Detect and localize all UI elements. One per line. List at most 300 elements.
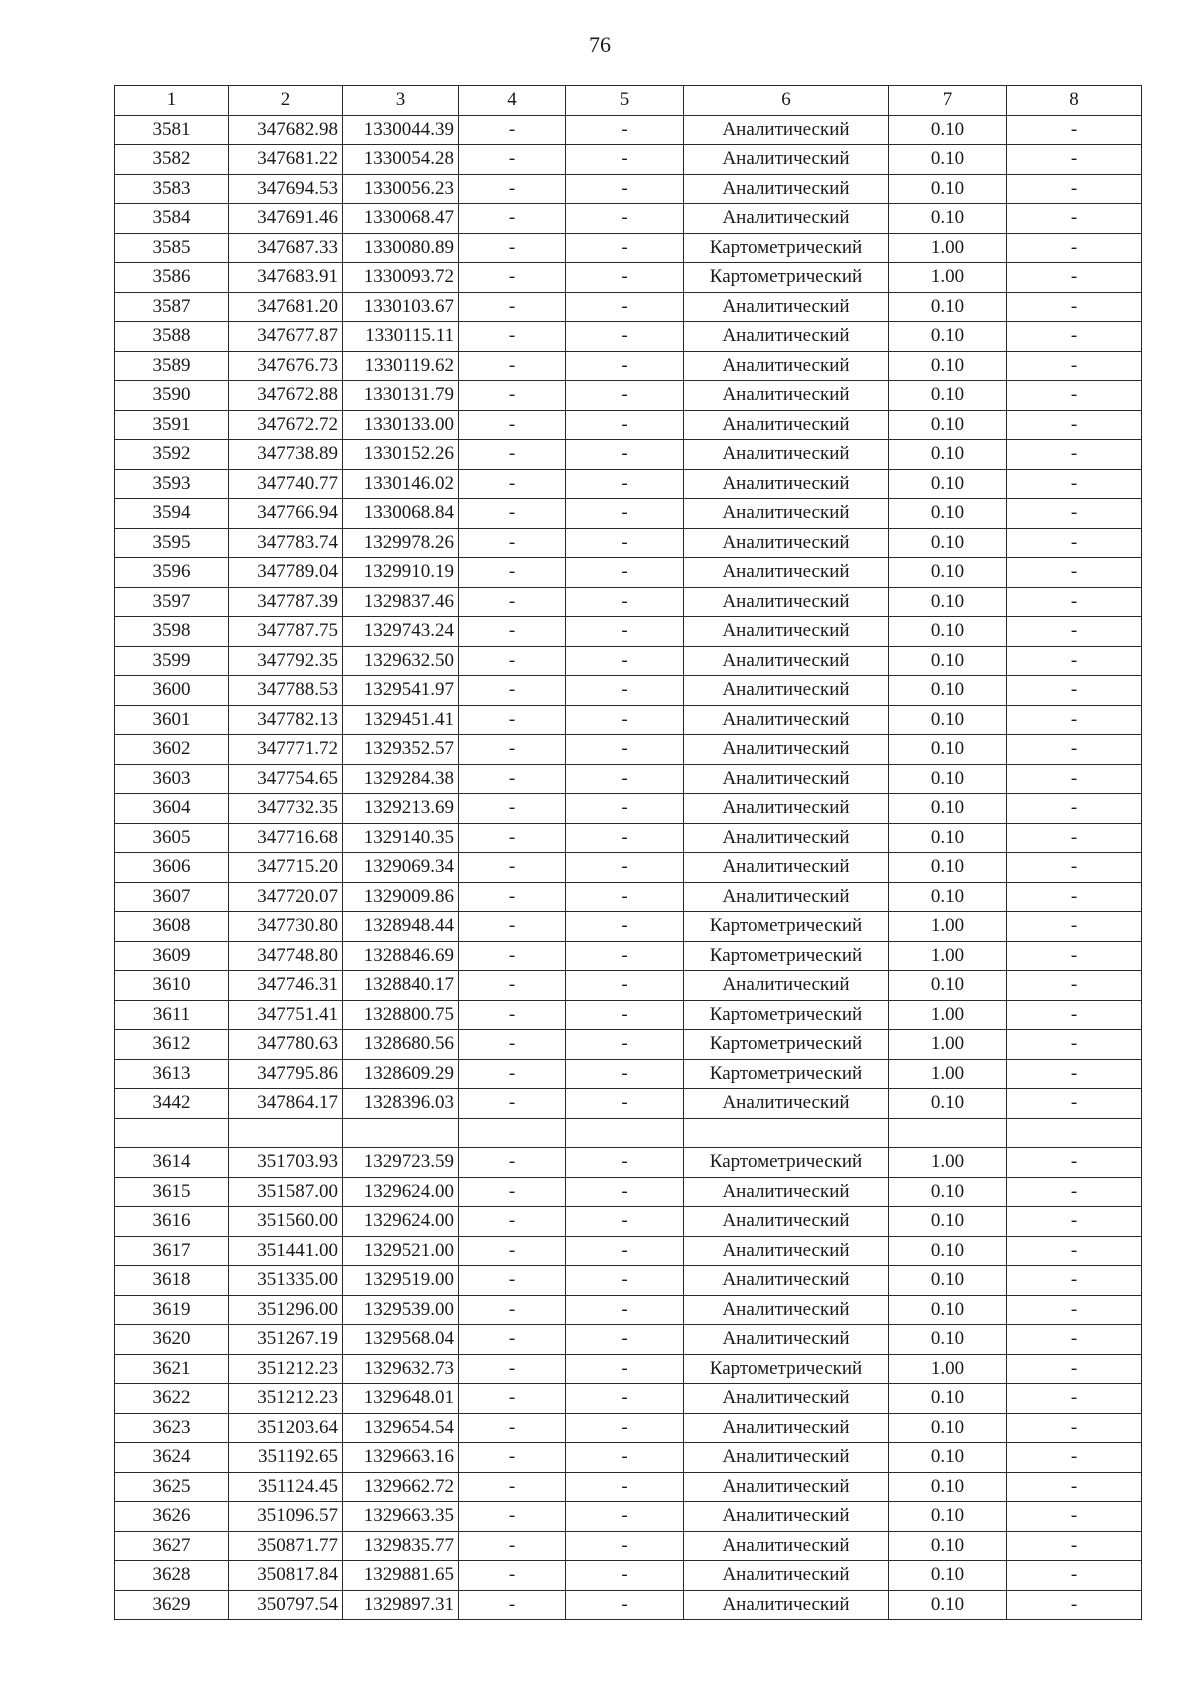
table-cell-col-5: - <box>566 1561 684 1591</box>
table-cell-col-6: Аналитический <box>684 882 889 912</box>
table-cell-col-8: - <box>1007 1177 1142 1207</box>
table-cell-col-8: - <box>1007 1531 1142 1561</box>
table-cell-col-2: 351296.00 <box>229 1295 343 1325</box>
table-cell-col-1: 3591 <box>115 410 229 440</box>
table-cell-col-4: - <box>459 1148 566 1178</box>
table-cell-col-3: 1329743.24 <box>343 617 459 647</box>
table-cell-col-1: 3582 <box>115 145 229 175</box>
table-cell-col-8: - <box>1007 410 1142 440</box>
table-cell-col-8: - <box>1007 646 1142 676</box>
table-cell-col-6: Аналитический <box>684 1089 889 1119</box>
table-cell-col-5: - <box>566 1236 684 1266</box>
table-cell-col-1: 3597 <box>115 587 229 617</box>
table-cell-col-2: 347780.63 <box>229 1030 343 1060</box>
table-cell-col-6: Картометрический <box>684 912 889 942</box>
table-cell-col-1: 3601 <box>115 705 229 735</box>
table-row <box>115 1295 1142 1325</box>
table-cell-col-4: - <box>459 764 566 794</box>
table-cell-col-3 <box>343 1118 459 1148</box>
table-cell-col-7: 0.10 <box>889 735 1007 765</box>
table-row <box>115 1472 1142 1502</box>
table-cell-col-1: 3628 <box>115 1561 229 1591</box>
table-row <box>115 1354 1142 1384</box>
table-cell-col-4: - <box>459 292 566 322</box>
table-cell-col-2: 347730.80 <box>229 912 343 942</box>
table-cell-col-3: 1328840.17 <box>343 971 459 1001</box>
table-cell-col-8 <box>1007 1118 1142 1148</box>
table-cell-col-1: 3594 <box>115 499 229 529</box>
table-cell-col-6: Аналитический <box>684 115 889 145</box>
table-cell-col-5: - <box>566 381 684 411</box>
table-cell-col-5: - <box>566 263 684 293</box>
column-header-4: 4 <box>459 86 566 116</box>
table-cell-col-4: - <box>459 233 566 263</box>
table-cell-col-3: 1330119.62 <box>343 351 459 381</box>
table-cell-col-5: - <box>566 1089 684 1119</box>
table-cell-col-6: Аналитический <box>684 204 889 234</box>
table-cell-col-8: - <box>1007 115 1142 145</box>
table-cell-col-3: 1328609.29 <box>343 1059 459 1089</box>
table-cell-col-7: 0.10 <box>889 440 1007 470</box>
table-cell-col-6: Картометрический <box>684 263 889 293</box>
table-row <box>115 322 1142 352</box>
table-row <box>115 1590 1142 1620</box>
table-cell-col-5: - <box>566 1413 684 1443</box>
table-cell-col-6: Аналитический <box>684 351 889 381</box>
table-cell-col-5: - <box>566 1502 684 1532</box>
table-cell-col-7: 1.00 <box>889 1148 1007 1178</box>
table-cell-col-2: 347716.68 <box>229 823 343 853</box>
table-cell-col-3: 1330103.67 <box>343 292 459 322</box>
table-cell-col-1: 3607 <box>115 882 229 912</box>
table-cell-col-4: - <box>459 558 566 588</box>
table-row <box>115 1236 1142 1266</box>
table-cell-col-7: 0.10 <box>889 1413 1007 1443</box>
table-cell-col-1: 3617 <box>115 1236 229 1266</box>
table-cell-col-2: 347681.20 <box>229 292 343 322</box>
table-cell-col-4: - <box>459 1236 566 1266</box>
table-cell-col-6: Картометрический <box>684 941 889 971</box>
table-cell-col-3: 1328396.03 <box>343 1089 459 1119</box>
table-cell-col-8: - <box>1007 1059 1142 1089</box>
table-cell-col-4: - <box>459 204 566 234</box>
table-cell-col-1: 3621 <box>115 1354 229 1384</box>
table-cell-col-8: - <box>1007 263 1142 293</box>
page-number: 76 <box>589 32 611 57</box>
table-cell-col-3: 1329978.26 <box>343 528 459 558</box>
table-cell-col-4: - <box>459 410 566 440</box>
table-row <box>115 1384 1142 1414</box>
table-row <box>115 1413 1142 1443</box>
table-cell-col-2: 347754.65 <box>229 764 343 794</box>
table-cell-col-6: Аналитический <box>684 1236 889 1266</box>
table-cell-col-7: 1.00 <box>889 1354 1007 1384</box>
table-row <box>115 204 1142 234</box>
table-cell-col-1: 3627 <box>115 1531 229 1561</box>
table-cell-col-2: 351267.19 <box>229 1325 343 1355</box>
table-cell-col-6: Аналитический <box>684 1531 889 1561</box>
table-cell-col-1: 3590 <box>115 381 229 411</box>
table-cell-col-1: 3608 <box>115 912 229 942</box>
table-cell-col-8: - <box>1007 587 1142 617</box>
table-cell-col-6: Аналитический <box>684 174 889 204</box>
table-cell-col-2: 347694.53 <box>229 174 343 204</box>
table-cell-col-3: 1329654.54 <box>343 1413 459 1443</box>
table-cell-col-6: Аналитический <box>684 1266 889 1296</box>
table-cell-col-8: - <box>1007 528 1142 558</box>
table-cell-col-2: 347787.75 <box>229 617 343 647</box>
table-cell-col-4: - <box>459 1295 566 1325</box>
table-cell-col-2: 347788.53 <box>229 676 343 706</box>
table-cell-col-2: 347683.91 <box>229 263 343 293</box>
table-cell-col-4: - <box>459 1354 566 1384</box>
table-cell-col-5: - <box>566 351 684 381</box>
table-cell-col-2: 351560.00 <box>229 1207 343 1237</box>
table-cell-col-7: 0.10 <box>889 381 1007 411</box>
table-cell-col-7: 1.00 <box>889 1000 1007 1030</box>
table-row <box>115 351 1142 381</box>
table-cell-col-4: - <box>459 1561 566 1591</box>
table-cell-col-3: 1329539.00 <box>343 1295 459 1325</box>
table-cell-col-8: - <box>1007 1561 1142 1591</box>
table-cell-col-5: - <box>566 1059 684 1089</box>
table-cell-col-8: - <box>1007 174 1142 204</box>
table-cell-col-3: 1329648.01 <box>343 1384 459 1414</box>
table-cell-col-8: - <box>1007 617 1142 647</box>
table-cell-col-7: 0.10 <box>889 1502 1007 1532</box>
table-row <box>115 1502 1142 1532</box>
table-cell-col-8: - <box>1007 145 1142 175</box>
table-cell-col-2: 351203.64 <box>229 1413 343 1443</box>
table-cell-col-7: 0.10 <box>889 1443 1007 1473</box>
table-cell-col-8: - <box>1007 794 1142 824</box>
table-cell-col-4: - <box>459 145 566 175</box>
table-cell-col-1: 3602 <box>115 735 229 765</box>
table-cell-col-7: 0.10 <box>889 410 1007 440</box>
table-row <box>115 823 1142 853</box>
table-cell-col-3: 1329662.72 <box>343 1472 459 1502</box>
table-cell-col-2: 351096.57 <box>229 1502 343 1532</box>
table-cell-col-4: - <box>459 646 566 676</box>
table-cell-col-2: 347787.39 <box>229 587 343 617</box>
table-cell-col-4: - <box>459 735 566 765</box>
table-cell-col-5: - <box>566 587 684 617</box>
table-cell-col-3: 1330068.47 <box>343 204 459 234</box>
table-cell-col-8: - <box>1007 882 1142 912</box>
table-cell-col-7: 0.10 <box>889 528 1007 558</box>
table-cell-col-8: - <box>1007 499 1142 529</box>
table-cell-col-2: 351124.45 <box>229 1472 343 1502</box>
table-cell-col-3: 1330056.23 <box>343 174 459 204</box>
table-cell-col-1: 3598 <box>115 617 229 647</box>
table-cell-col-4: - <box>459 971 566 1001</box>
table-cell-col-7: 1.00 <box>889 263 1007 293</box>
table-cell-col-6: Аналитический <box>684 1590 889 1620</box>
table-row <box>115 676 1142 706</box>
table-cell-col-7: 0.10 <box>889 853 1007 883</box>
table-cell-col-4: - <box>459 853 566 883</box>
table-cell-col-5: - <box>566 1295 684 1325</box>
table-cell-col-8: - <box>1007 705 1142 735</box>
table-cell-col-1: 3625 <box>115 1472 229 1502</box>
table-cell-col-8: - <box>1007 469 1142 499</box>
table-cell-col-3: 1330044.39 <box>343 115 459 145</box>
table-cell-col-5: - <box>566 853 684 883</box>
table-cell-col-3: 1328948.44 <box>343 912 459 942</box>
column-header-2: 2 <box>229 86 343 116</box>
table-cell-col-1: 3623 <box>115 1413 229 1443</box>
column-header-5: 5 <box>566 86 684 116</box>
column-header-7: 7 <box>889 86 1007 116</box>
table-cell-col-3: 1329624.00 <box>343 1207 459 1237</box>
table-cell-col-1: 3626 <box>115 1502 229 1532</box>
table-cell-col-3: 1329541.97 <box>343 676 459 706</box>
table-cell-col-8: - <box>1007 1590 1142 1620</box>
table-cell-col-2: 351212.23 <box>229 1384 343 1414</box>
table-row <box>115 233 1142 263</box>
table-row <box>115 174 1142 204</box>
table-cell-col-6: Картометрический <box>684 1000 889 1030</box>
table-cell-col-5 <box>566 1118 684 1148</box>
table-cell-col-8: - <box>1007 735 1142 765</box>
table-cell-col-6: Аналитический <box>684 676 889 706</box>
table-cell-col-5: - <box>566 1030 684 1060</box>
table-cell-col-3: 1330131.79 <box>343 381 459 411</box>
column-header-8: 8 <box>1007 86 1142 116</box>
table-cell-col-3: 1329663.16 <box>343 1443 459 1473</box>
table-cell-col-8: - <box>1007 381 1142 411</box>
table-cell-col-7: 1.00 <box>889 912 1007 942</box>
table-cell-col-7: 0.10 <box>889 1236 1007 1266</box>
table-cell-col-2 <box>229 1118 343 1148</box>
table-cell-col-6: Аналитический <box>684 1295 889 1325</box>
table-cell-col-2: 351703.93 <box>229 1148 343 1178</box>
table-cell-col-1: 3589 <box>115 351 229 381</box>
table-cell-col-6: Аналитический <box>684 764 889 794</box>
table-cell-col-8: - <box>1007 764 1142 794</box>
table-cell-col-7: 0.10 <box>889 1325 1007 1355</box>
table-cell-col-7: 0.10 <box>889 971 1007 1001</box>
table-cell-col-5: - <box>566 174 684 204</box>
table-row <box>115 646 1142 676</box>
table-cell-col-2: 347864.17 <box>229 1089 343 1119</box>
table-cell-col-5: - <box>566 1177 684 1207</box>
table-cell-col-7: 0.10 <box>889 587 1007 617</box>
table-row <box>115 469 1142 499</box>
table-cell-col-3: 1330115.11 <box>343 322 459 352</box>
table-cell-col-6: Аналитический <box>684 853 889 883</box>
table-cell-col-2: 347748.80 <box>229 941 343 971</box>
table-cell-col-3: 1329519.00 <box>343 1266 459 1296</box>
table-row <box>115 912 1142 942</box>
table-cell-col-4: - <box>459 440 566 470</box>
table-cell-col-1: 3600 <box>115 676 229 706</box>
table-row <box>115 971 1142 1001</box>
table-cell-col-1: 3593 <box>115 469 229 499</box>
table-cell-col-5: - <box>566 941 684 971</box>
table-cell-col-2: 351212.23 <box>229 1354 343 1384</box>
table-cell-col-7: 0.10 <box>889 322 1007 352</box>
table-cell-col-7 <box>889 1118 1007 1148</box>
table-cell-col-2: 347792.35 <box>229 646 343 676</box>
table-cell-col-5: - <box>566 912 684 942</box>
table-cell-col-2: 347720.07 <box>229 882 343 912</box>
table-cell-col-5: - <box>566 646 684 676</box>
table-cell-col-1: 3618 <box>115 1266 229 1296</box>
table-cell-col-2: 351192.65 <box>229 1443 343 1473</box>
table-cell-col-2: 347687.33 <box>229 233 343 263</box>
table-row <box>115 292 1142 322</box>
table-cell-col-7: 0.10 <box>889 1472 1007 1502</box>
table-cell-col-1: 3616 <box>115 1207 229 1237</box>
table-cell-col-2: 347682.98 <box>229 115 343 145</box>
table-cell-col-5: - <box>566 1148 684 1178</box>
table-cell-col-1: 3587 <box>115 292 229 322</box>
table-cell-col-3: 1329897.31 <box>343 1590 459 1620</box>
table-cell-col-6: Аналитический <box>684 322 889 352</box>
table-cell-col-7: 0.10 <box>889 1590 1007 1620</box>
table-cell-col-7: 0.10 <box>889 823 1007 853</box>
table-cell-col-2: 347738.89 <box>229 440 343 470</box>
table-cell-col-3: 1329451.41 <box>343 705 459 735</box>
table-cell-col-7: 0.10 <box>889 1177 1007 1207</box>
table-cell-col-1: 3596 <box>115 558 229 588</box>
table-cell-col-5: - <box>566 735 684 765</box>
table-cell-col-5: - <box>566 1384 684 1414</box>
table-cell-col-6: Картометрический <box>684 1148 889 1178</box>
table-cell-col-1: 3606 <box>115 853 229 883</box>
table-cell-col-8: - <box>1007 676 1142 706</box>
table-cell-col-4: - <box>459 617 566 647</box>
table-cell-col-5: - <box>566 823 684 853</box>
table-cell-col-4: - <box>459 174 566 204</box>
table-cell-col-5: - <box>566 764 684 794</box>
table-cell-col-4: - <box>459 528 566 558</box>
table-cell-col-7: 0.10 <box>889 174 1007 204</box>
table-cell-col-1: 3603 <box>115 764 229 794</box>
table-cell-col-5: - <box>566 1531 684 1561</box>
table-cell-col-2: 347782.13 <box>229 705 343 735</box>
table-cell-col-5: - <box>566 794 684 824</box>
table-cell-col-1: 3624 <box>115 1443 229 1473</box>
table-cell-col-7: 0.10 <box>889 764 1007 794</box>
table-cell-col-2: 347746.31 <box>229 971 343 1001</box>
table-cell-col-2: 351441.00 <box>229 1236 343 1266</box>
table-cell-col-4: - <box>459 1325 566 1355</box>
table-cell-col-7: 0.10 <box>889 794 1007 824</box>
table-row <box>115 1148 1142 1178</box>
table-row <box>115 381 1142 411</box>
table-cell-col-2: 347795.86 <box>229 1059 343 1089</box>
table-cell-col-2: 350817.84 <box>229 1561 343 1591</box>
table-cell-col-7: 0.10 <box>889 1295 1007 1325</box>
table-cell-col-7: 0.10 <box>889 1561 1007 1591</box>
table-cell-col-4: - <box>459 1266 566 1296</box>
table-cell-col-8: - <box>1007 351 1142 381</box>
table-cell-col-6: Аналитический <box>684 145 889 175</box>
table-cell-col-4: - <box>459 882 566 912</box>
table-cell-col-1: 3629 <box>115 1590 229 1620</box>
table-cell-col-2: 347771.72 <box>229 735 343 765</box>
table-cell-col-7: 0.10 <box>889 1531 1007 1561</box>
table-cell-col-4: - <box>459 1177 566 1207</box>
table-cell-col-4: - <box>459 941 566 971</box>
table-row <box>115 1531 1142 1561</box>
table-cell-col-5: - <box>566 145 684 175</box>
table-cell-col-8: - <box>1007 1266 1142 1296</box>
table-cell-col-7: 1.00 <box>889 941 1007 971</box>
table-cell-col-8: - <box>1007 1148 1142 1178</box>
table-row <box>115 145 1142 175</box>
table-cell-col-8: - <box>1007 1472 1142 1502</box>
table-cell-col-4 <box>459 1118 566 1148</box>
table-cell-col-2: 347691.46 <box>229 204 343 234</box>
table-cell-col-1: 3581 <box>115 115 229 145</box>
table-cell-col-4: - <box>459 1590 566 1620</box>
table-row <box>115 558 1142 588</box>
table-cell-col-4: - <box>459 705 566 735</box>
table-cell-col-5: - <box>566 204 684 234</box>
table-cell-col-2: 347676.73 <box>229 351 343 381</box>
table-cell-col-4: - <box>459 1207 566 1237</box>
table-row <box>115 1207 1142 1237</box>
table-cell-col-1: 3584 <box>115 204 229 234</box>
table-cell-col-5: - <box>566 1472 684 1502</box>
table-cell-col-1: 3605 <box>115 823 229 853</box>
table-cell-col-1: 3592 <box>115 440 229 470</box>
table-cell-col-8: - <box>1007 1207 1142 1237</box>
table-cell-col-3: 1329624.00 <box>343 1177 459 1207</box>
table-cell-col-6: Аналитический <box>684 528 889 558</box>
table-cell-col-5: - <box>566 1443 684 1473</box>
column-header-3: 3 <box>343 86 459 116</box>
table-row <box>115 1177 1142 1207</box>
table-cell-col-3: 1330146.02 <box>343 469 459 499</box>
table-row <box>115 1000 1142 1030</box>
table-cell-col-7: 0.10 <box>889 1089 1007 1119</box>
table-cell-col-4: - <box>459 351 566 381</box>
table-cell-col-4: - <box>459 912 566 942</box>
table-cell-col-4: - <box>459 469 566 499</box>
table-cell-col-1: 3595 <box>115 528 229 558</box>
table-cell-col-2: 351335.00 <box>229 1266 343 1296</box>
table-cell-col-8: - <box>1007 1295 1142 1325</box>
table-cell-col-6: Аналитический <box>684 292 889 322</box>
table-cell-col-8: - <box>1007 1354 1142 1384</box>
table-row <box>115 528 1142 558</box>
table-cell-col-7: 0.10 <box>889 469 1007 499</box>
table-cell-col-1: 3622 <box>115 1384 229 1414</box>
table-cell-col-7: 0.10 <box>889 1207 1007 1237</box>
table-cell-col-3: 1330152.26 <box>343 440 459 470</box>
table-cell-col-1: 3611 <box>115 1000 229 1030</box>
table-row-blank <box>115 1118 1142 1148</box>
table-row <box>115 1325 1142 1355</box>
table-cell-col-4: - <box>459 676 566 706</box>
table-cell-col-3: 1330133.00 <box>343 410 459 440</box>
table-cell-col-2: 347715.20 <box>229 853 343 883</box>
table-cell-col-8: - <box>1007 440 1142 470</box>
table-cell-col-3: 1329632.73 <box>343 1354 459 1384</box>
table-cell-col-8: - <box>1007 971 1142 1001</box>
table-cell-col-7: 0.10 <box>889 882 1007 912</box>
table-cell-col-7: 0.10 <box>889 499 1007 529</box>
table-cell-col-8: - <box>1007 941 1142 971</box>
table-cell-col-6: Аналитический <box>684 1561 889 1591</box>
table-cell-col-6 <box>684 1118 889 1148</box>
table-row <box>115 794 1142 824</box>
table-cell-col-6: Аналитический <box>684 1177 889 1207</box>
